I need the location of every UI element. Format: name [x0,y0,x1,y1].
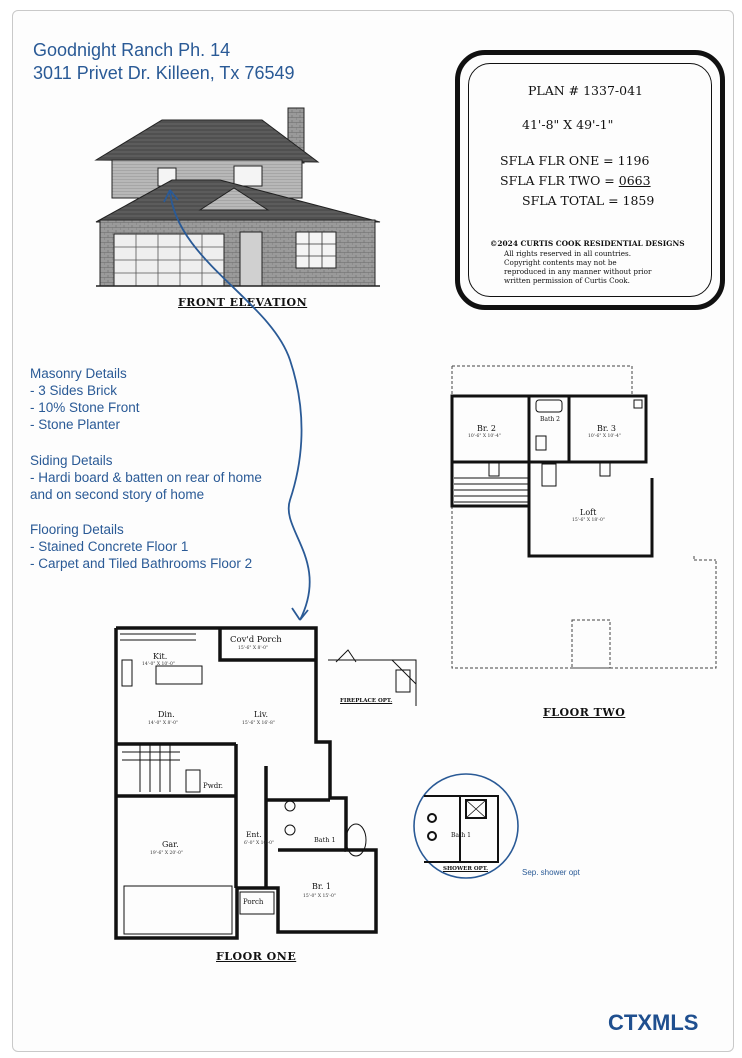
shower-opt-bath1: Bath 1 [451,832,471,839]
shower-option-caption: SHOWER OPT. [443,866,489,872]
sfla-floor-two-label: SFLA FLR TWO = [500,173,619,188]
masonry-title: Masonry Details [30,366,127,381]
room-br2: Br. 2 [477,424,496,433]
room-bath2: Bath 2 [540,416,560,423]
room-ent: Ent. [246,830,262,839]
room-liv: Liv. [254,710,268,719]
room-covd-porch-dim: 15'-6" X 8'-0" [238,646,269,651]
room-covd-porch: Cov'd Porch [230,635,282,645]
front-elevation-caption: FRONT ELEVATION [178,296,308,309]
masonry-item: - Stone Planter [30,417,121,432]
room-bath1: Bath 1 [314,836,336,844]
room-liv-dim: 15'-6" X 16'-8" [242,721,275,726]
flooring-item: - Stained Concrete Floor 1 [30,539,189,554]
room-porch: Porch [243,898,264,906]
copyright-line-3: Copyright contents may not be [504,258,617,267]
room-loft-dim: 15'-6" X 18'-0" [572,518,605,523]
flooring-title: Flooring Details [30,522,124,537]
room-br1: Br. 1 [312,882,331,891]
ctxmls-logo [608,1010,698,1036]
room-gar-dim: 19'-6" X 20'-0" [150,851,183,856]
room-br3: Br. 3 [597,424,616,433]
room-kit: Kit. [153,652,168,661]
flooring-item: - Carpet and Tiled Bathrooms Floor 2 [30,556,253,571]
room-din: Din. [158,710,175,719]
fireplace-option-caption: FIREPLACE OPT. [340,698,393,704]
room-br2-dim: 10'-6" X 10'-4" [468,434,501,439]
room-gar: Gar. [162,840,179,849]
sfla-floor-two-value: 0663 [618,173,651,188]
floor-two-caption: FLOOR TWO [543,706,626,719]
room-din-dim: 14'-0" X 8'-0" [148,721,179,726]
masonry-item: - 3 Sides Brick [30,383,118,398]
room-kit-dim: 14'-0" X 10'-0" [142,662,175,667]
room-br1-dim: 15'-0" X 15'-0" [303,894,336,899]
sep-shower-note: Sep. shower opt [522,868,580,877]
room-br3-dim: 10'-6" X 10'-4" [588,434,621,439]
copyright-line-4: reproduced in any manner without prior [504,267,652,276]
floor-one-caption: FLOOR ONE [216,950,297,963]
room-ent-dim: 6'-0" X 10'-0" [244,841,275,846]
masonry-item: - 10% Stone Front [30,400,140,415]
copyright-line-1: ©2024 CURTIS COOK RESIDENTIAL DESIGNS [490,239,685,248]
siding-title: Siding Details [30,453,113,468]
sfla-floor-one: SFLA FLR ONE = 1196 [500,153,650,168]
siding-item: and on second story of home [30,487,205,502]
room-pwdr: Pwdr. [203,782,223,790]
subdivision-name: Goodnight Ranch Ph. 14 [33,40,231,60]
copyright-line-2: All rights reserved in all countries. [504,249,632,258]
property-address: 3011 Privet Dr. Killeen, Tx 76549 [33,63,295,83]
siding-item: - Hardi board & batten on rear of home [30,470,262,485]
plan-dimensions: 41'-8" X 49'-1" [522,117,614,132]
plan-number: PLAN # 1337-041 [528,83,643,98]
sfla-total: SFLA TOTAL = 1859 [522,193,655,208]
room-loft: Loft [580,508,597,517]
ctxmls-logo-text: CTXMLS [608,1010,699,1035]
copyright-line-5: written permission of Curtis Cook. [504,276,630,285]
